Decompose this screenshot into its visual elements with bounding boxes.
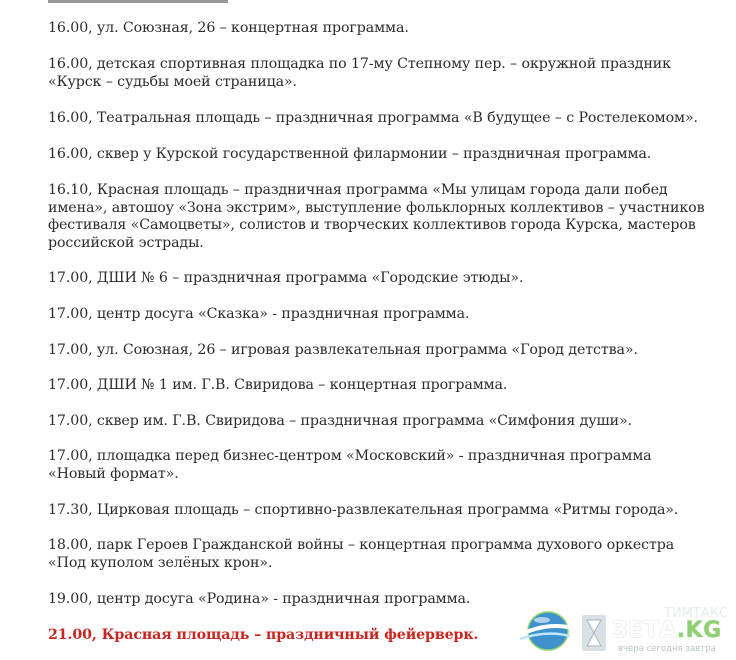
schedule-item-1700-dshi6: 17.00, ДШИ № 6 – праздничная программа «Городские этюды». [48,270,524,286]
cropped-text-line [48,0,228,3]
schedule-item-1700-moskovsky: 17.00, площадка перед бизнес-центром «Московский» - праздничная программа «Новый формат». [48,448,652,482]
schedule-item-1700-skver-sviridova: 17.00, сквер им. Г.В. Свиридова – праздничная программа «Симфония души». [48,413,632,429]
watermark-logo [514,604,736,660]
watermark-faint-text: ТИМТАКС [664,606,729,621]
schedule-item-1730-tsirkovaya: 17.30, Цирковая площадь – спортивно-развлекательная программа «Ритмы города». [48,502,679,518]
schedule-item-1600-soyuznaya: 16.00, ул. Союзная, 26 – концертная программа. [48,20,409,36]
brand-name [612,618,722,643]
schedule-item-2100-fireworks: 21.00, Красная площадь – праздничный фейерверк. [48,627,479,643]
schedule-item-1610-krasnaya: 16.10, Красная площадь – праздничная программа «Мы улицам города дали побед имена», автошоу «Зона экстрим», выступление фольклорных коллективов – участников фестиваля «Самоцветы», солистов и творческих коллективов города Курска, мастеров российской эстрады. [48,182,705,251]
schedule-item-1700-dshi1: 17.00, ДШИ № 1 им. Г.В. Свиридова – концертная программа. [48,377,508,393]
globe-icon [518,608,574,654]
schedule-item-1700-skazka: 17.00, центр досуга «Сказка» - праздничная программа. [48,306,470,322]
schedule-item-1600-filarmonia: 16.00, сквер у Курской государственной филармонии – праздничная программа. [48,146,652,162]
schedule-item-1800-park-geroev: 18.00, парк Героев Гражданской войны – концертная программа духового оркестра «Под куполом зелёных крон». [48,537,675,571]
brand-main: ЗЕТА [612,618,677,643]
schedule-item-1900-rodina: 19.00, центр досуга «Родина» - праздничная программа. [48,591,471,607]
hourglass-icon [580,614,608,652]
brand-tagline: вчера сегодня завтра [618,644,716,654]
schedule-item-1600-stepnoy: 16.00, детская спортивная площадка по 17-му Степному пер. – окружной праздник «Курск – судьбы моей страница». [48,56,671,90]
schedule-item-1600-teatralnaya: 16.00, Театральная площадь – праздничная программа «В будущее – с Ростелекомом». [48,110,698,126]
schedule-item-1700-soyuznaya: 17.00, ул. Союзная, 26 – игровая развлекательная программа «Город детства». [48,342,638,358]
brand-tld: .KG [676,618,722,643]
